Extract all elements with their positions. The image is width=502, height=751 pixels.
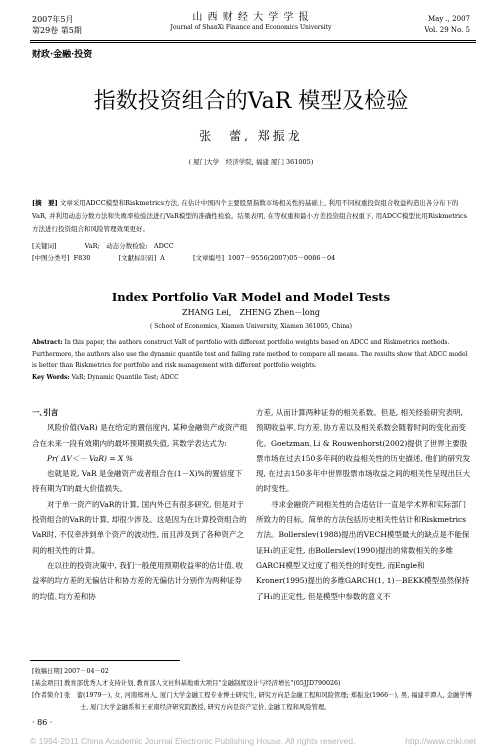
header-left [32,14,82,36]
english-title: Index Portfolio VaR Model and Model Tests [111,290,391,304]
page-number: · 86 · [32,718,53,727]
keywords-text: VaR; 动态分数检验; ADCC [84,242,174,250]
affiliation: ( 厦门大学 经济学院, 福建 厦门 361005) [188,158,314,166]
header-right [424,14,470,36]
section-heading: 一､引言 [32,408,59,417]
watermark-url: http://www.cnki.net [405,736,476,746]
paragraph: 也就是说, VaR 是金融资产或者组合在(1－X)%的置信度下持有期为T的最大价值损失。 [32,469,243,494]
footnote-author [32,690,472,714]
article-value: 1007－9556(2007)05－0086－04 [228,254,336,262]
footnote-rule [30,660,180,661]
doc-label: [文献标识码] [118,254,157,262]
paragraph: 方差, 从而计算两种证券的相关系数。但是, 相关经验研究表明, 预期收益率､均方差､协方差以及相关系数会随着时间的变化而变化。Goetzman､Li & Rouwenhorst(2002)提供了世界主要股票市场在过去150多年间的收益相关性的历史描述, 他们的研究发现, 在过去150多年中世界股票市场收益之间的相关性呈现出巨大的时变性。 [256,408,471,494]
header-rule [30,40,476,41]
english-keywords-label: Key Words: [32,373,70,381]
article-label: [文章编号] [192,254,225,262]
footnote-fund [32,678,472,690]
english-abstract-label: Abstract: [32,339,63,346]
journal-name-en: Journal of ShanXi Finance and Economics University [170,24,332,31]
header-volume-en: Vol. 29 No. 5 [424,26,470,34]
english-abstract-text: In this paper, the authors construct VaR of portfolio with different portfolio weights based on ADCC and Riskmetrics methods. Furthermore, the authors also use the dynamic quantile test and failing rate method to compare all means. The results show that ADCC model is better than Riskmetrics for portfolio and risk management with different portfolio weights. [32,339,468,369]
paragraph: 寻求金融资产间相关性的合适估计一直是学术界和实际部门所致力的目标。简单的方法包括历史相关性估计和Riskmetrics方法。Bollerslev(1988)提出的VECH模型最大的缺点是不能保证H₁的正定性, 由Bollerslev(1990)提出的常数相关的多维GARCH模型又过度了相关性的时变性, 而Engle和Kroner(1995)提出的多维GARCH(1, 1)－BEKK模型虽然保持了H₁的正定性, 但是模型中参数的意义不 [256,499,470,601]
watermark-copyright: © 1994-2011 China Academic Journal Electronic Publishing House. All rights reserved. [30,736,356,746]
footnote-label: [作者简介] [32,692,63,699]
journal-name-cn: 山 西 财 经 大 学 学 报 [192,12,310,23]
abstract [32,197,472,236]
footnote-label: [收稿日期] [32,668,63,675]
header-date-en: May ., 2007 [427,15,470,23]
footnote-text: 2007－04－02 [64,668,109,675]
keywords-label: [关键词] [32,242,57,250]
header-journal [130,8,372,32]
paragraph: 对于单一资产的VaR的计算, 国内外已有很多研究, 但是对于投资组合的VaR的计算, 却很少涉及。这是因为在计算投资组合的VaR时, 不仅牵涉到单个资产的波动性, 而且涉及到了各种资产之间的相关性的计算。 [32,499,247,555]
abstract-label: [摘 要] [32,199,58,207]
footnote-text: 张 蕾(1979－), 女, 河南郑州人, 厦门大学金融工程专业博士研究生, 研究方向是金融工程和风险管理; 郑振龙(1966－), 男, 福建平潭人, 金融学博士, 厦门大学金融系和王亚南经济研究院教授, 研究方向是资产定价､金融工程和风险管理。 [64,692,472,711]
paragraph: 在以往的投资决策中, 我们一般使用预期收益率的估计值､收益率的均方差的无偏估计和协方差的无偏估计分别作为两种证券的均值､均方差和协 [32,560,244,601]
english-affiliation: ( School of Economics, Xiamen University, Xiamen 361005, China) [150,323,352,330]
clc-value: F830 [73,254,91,262]
header-date: 2007年5月 [32,15,74,24]
abstract-text: 文章采用ADCC模型和Riskmetrics方法, 在估计中国四个主要股票指数市场相关性的基础上, 利用不同权重投资组合收益构造出各分布下的VaR, 并利用动态分数方法和失败率检验法进行VaR模型的准确性检验。结果表明, 在等权重和最小方差投资组合权重下, 用ADCC模型比用Riskmetrics方法进行投资组合和风险管理效果更好。 [32,199,468,233]
body-right-column [256,405,472,604]
keywords [32,241,472,251]
section-label: 财政·金融·投资 [32,50,93,60]
footnote-label: [基金项目] [32,680,63,687]
authors: 张 蕾, 郑振龙 [199,129,303,143]
english-abstract [32,337,472,383]
body-left-column [32,405,248,604]
paragraph: 风险价值(VaR) 是在给定的置信度内, 某种金融资产或资产组合在未来一段有效期内的最坏预期损失值, 其数学表达式为: [32,423,248,448]
english-keywords-text: VaR; Dynamic Quantile Test; ADCC [71,373,179,381]
clc-label: [中图分类号] [32,254,70,262]
equation: Pr( ΔV＜－ VaR) = X % [47,453,133,463]
page-title: 指数投资组合的VaR 模型及检验 [93,89,409,114]
doc-value: A [160,254,165,262]
footnote-received [32,666,472,678]
header-volume: 第29卷 第5期 [32,26,82,35]
watermark [30,736,476,746]
footnotes [32,666,472,714]
header-rule-2 [30,42,476,43]
english-authors: ZHANG Lei, ZHENG Zhen－long [182,308,320,317]
classification-row [32,253,472,263]
footnote-text: 教育部优秀人才支持计划､教育部人文社科基地重大项目"金融制度设计与经济增长"(05JJD790026) [64,680,341,687]
